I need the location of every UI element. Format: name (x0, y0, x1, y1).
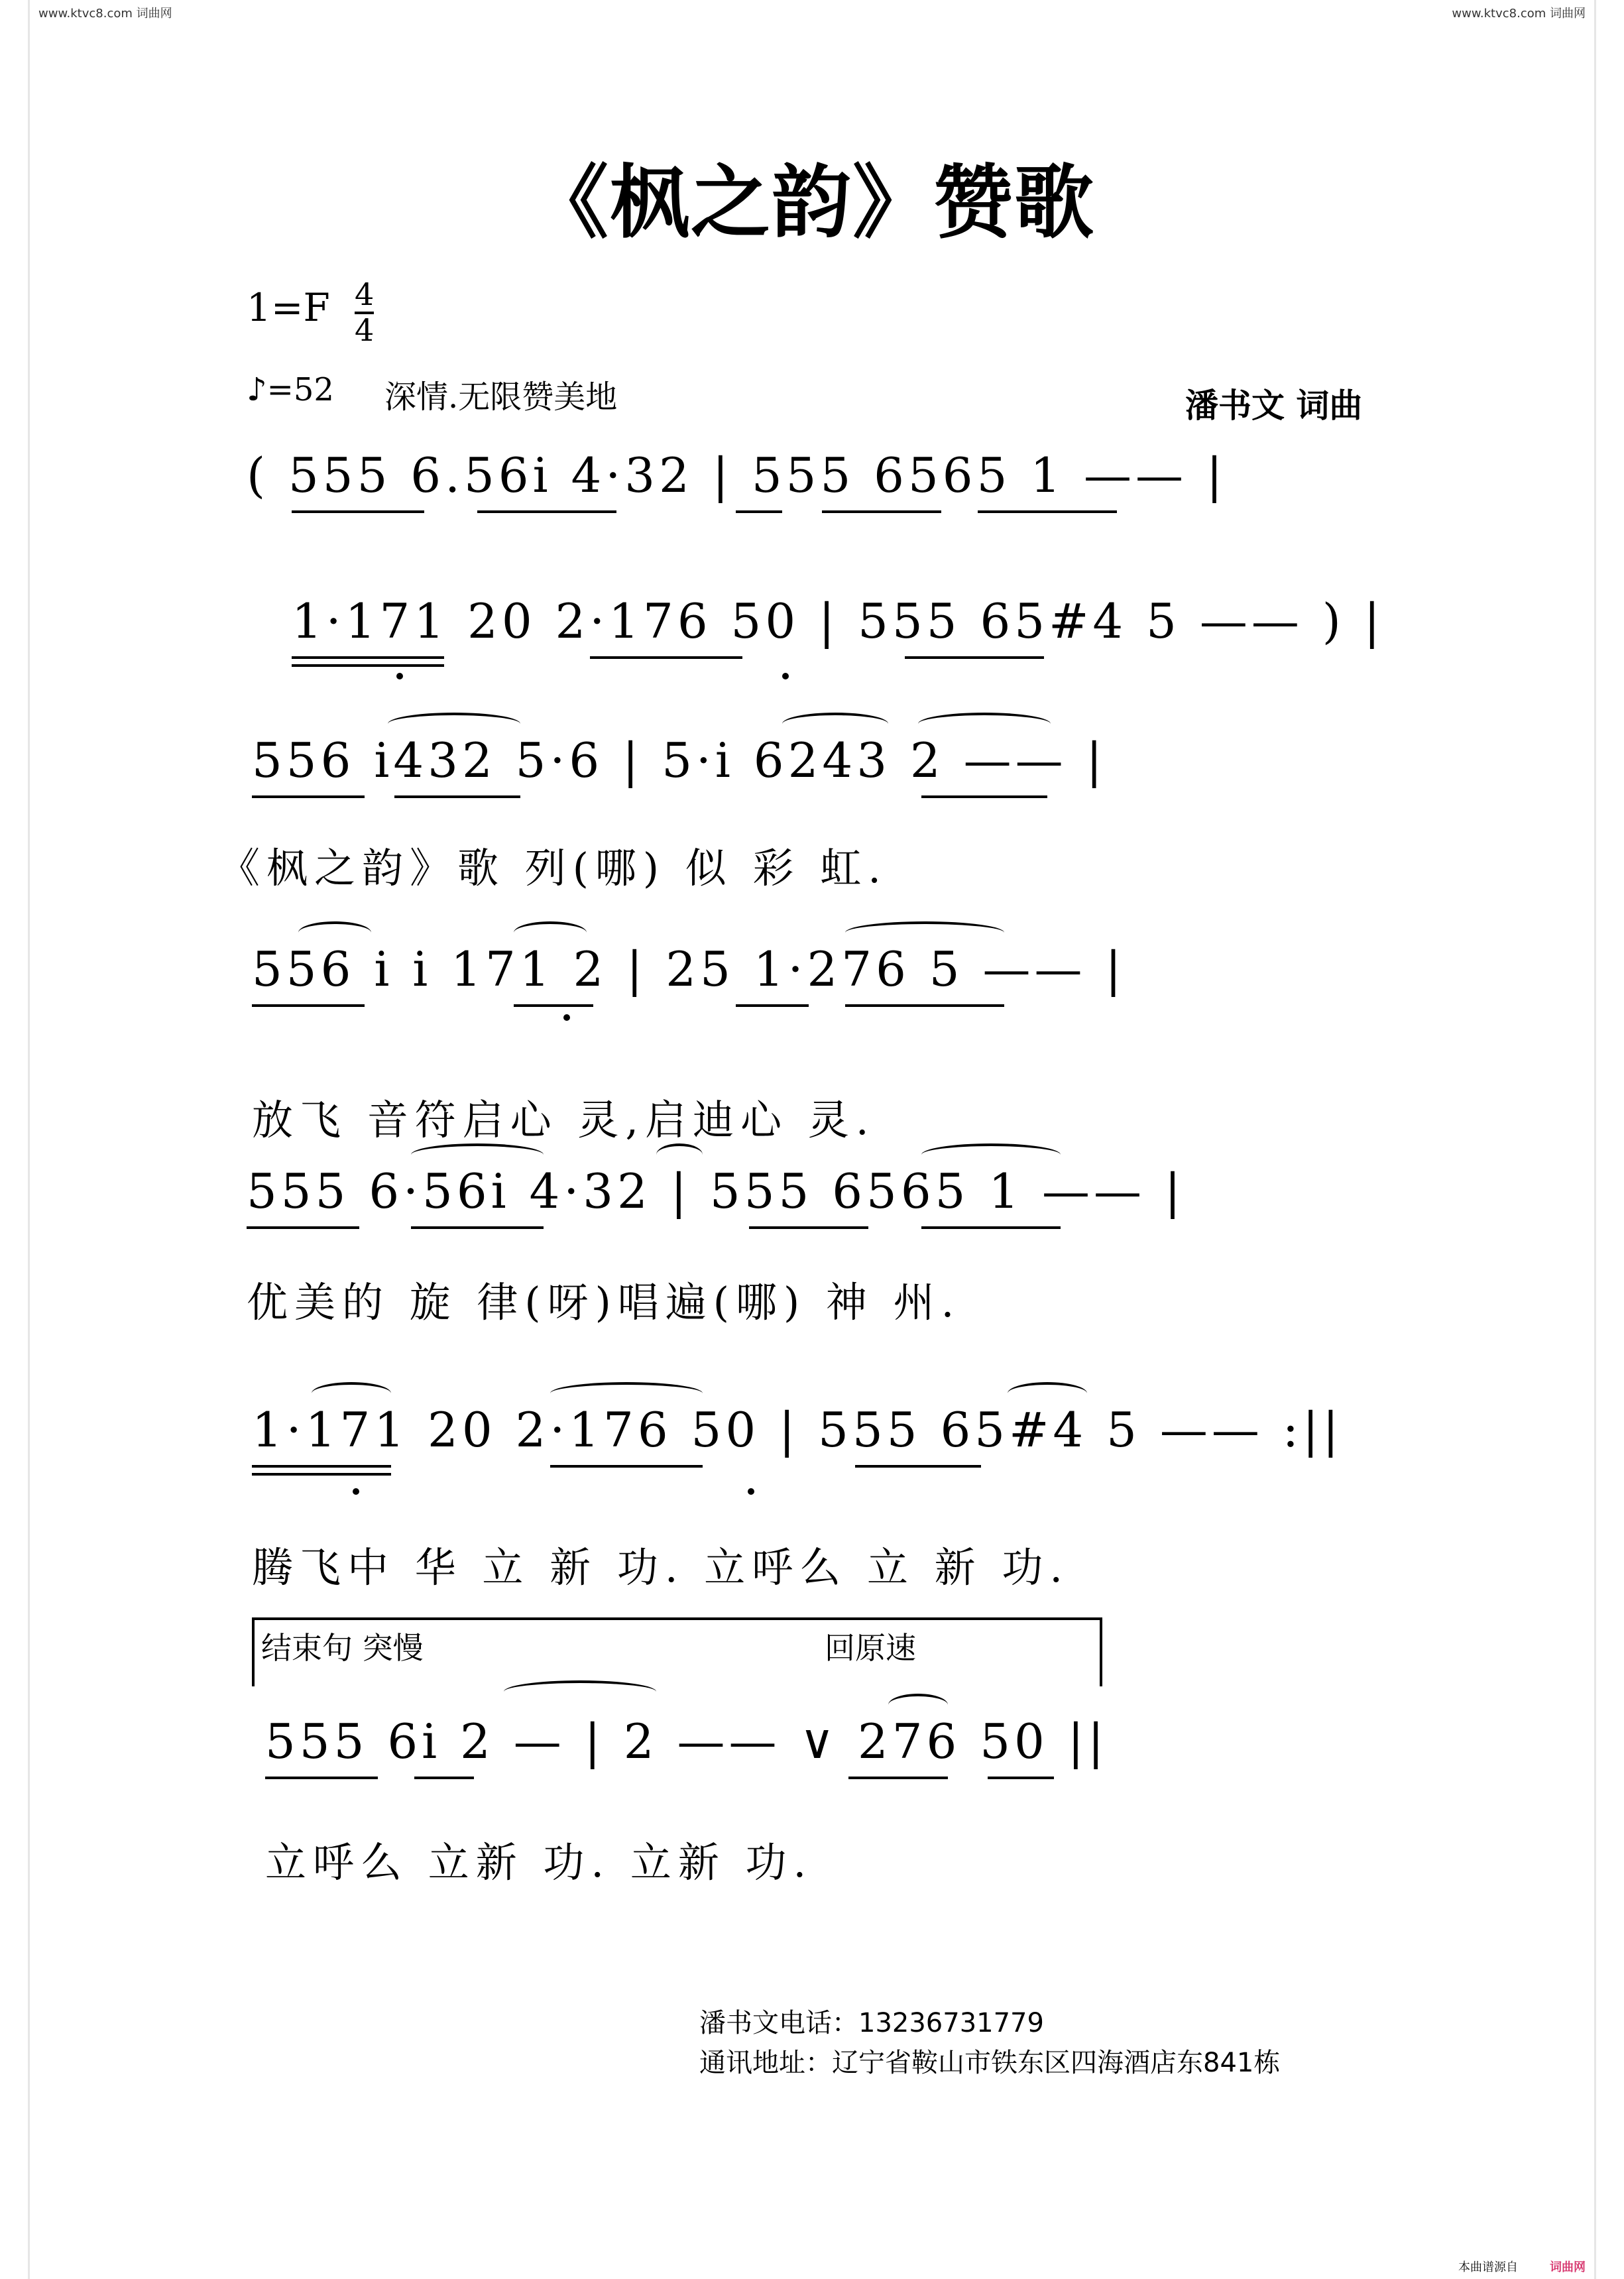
beam-line (252, 1004, 365, 1007)
slur-mark (918, 713, 1051, 735)
stave-1 (0, 441, 1624, 534)
time-signature (355, 278, 374, 346)
slur-mark (1008, 1382, 1087, 1405)
stave-lyrics: 优美的 旋 律(呀)唱遍(哪) 神 州. (247, 1278, 961, 1326)
ending-label-slow: 结束句 突慢 (261, 1630, 424, 1666)
slur-mark (411, 1143, 544, 1166)
stave-6 (0, 1395, 1624, 1592)
slur-mark (298, 921, 371, 944)
stave-lyrics: 放飞 音符启心 灵,启迪心 灵. (252, 1096, 876, 1144)
beam-line (921, 795, 1047, 798)
stave-lyrics: 立呼么 立新 功. 立新 功. (265, 1838, 813, 1887)
beam-line (855, 1465, 981, 1468)
footer-source-text: 本曲谱源自 (1458, 2260, 1518, 2274)
beam-line (736, 1004, 809, 1007)
author-credit: 潘书文 词曲 (1185, 386, 1363, 425)
stave-notes: 556 i i 171 2 | 25 1·276 5 —— | (252, 941, 1126, 997)
contact-address: 通讯地址：辽宁省鞍山市铁东区四海酒店东841栋 (699, 2048, 1281, 2078)
time-top: 4 (355, 278, 374, 314)
low-octave-dot (396, 673, 403, 679)
beam-line (252, 795, 365, 798)
stave-lyrics: 腾飞中 华 立 新 功. 立呼么 立 新 功. (252, 1543, 1070, 1592)
beam-line (247, 1226, 359, 1229)
beam-line (845, 1004, 1004, 1007)
beam-line (414, 1777, 474, 1779)
slur-mark (656, 1143, 703, 1166)
slur-mark (312, 1382, 391, 1405)
stave-notes: 555 6i 2 — | 2 —— ∨ 276 50 || (265, 1714, 1108, 1769)
beam-line (822, 510, 941, 513)
beam-line (292, 656, 444, 659)
low-octave-dot (748, 1488, 754, 1495)
stave-notes: 1·171 20 2·176 50 | 555 65#4 5 —— ) | (292, 593, 1384, 649)
beam-line (736, 510, 782, 513)
low-octave-dot (563, 1014, 570, 1021)
song-title: 《枫之韵》赞歌 (529, 157, 1095, 249)
stave-5 (0, 1157, 1624, 1326)
beam-line (394, 795, 520, 798)
beam-line (988, 1777, 1054, 1779)
stave-notes: 555 6·56i 4·32 | 555 6565 1 —— | (247, 1163, 1185, 1219)
beam-line (292, 510, 424, 513)
slur-mark (782, 713, 888, 735)
key-signature: 1=F (247, 285, 330, 330)
header-site-right: www.ktvc8.com 词曲网 (1452, 7, 1586, 21)
tempo-mark: ♪=52 (247, 371, 334, 408)
stave-3 (0, 726, 1624, 892)
stave-2 (0, 587, 1624, 679)
beam-line (921, 1226, 1061, 1229)
slur-mark (504, 1680, 656, 1703)
slur-mark (514, 921, 587, 944)
stave-notes: 556 i432 5·6 | 5·i 6243 2 —— | (252, 732, 1106, 788)
low-octave-dot (353, 1488, 359, 1495)
stave-notes: 1·171 20 2·176 50 | 555 65#4 5 —— :|| (252, 1402, 1343, 1458)
ending-label-tempo: 回原速 (825, 1630, 916, 1666)
beam-line (477, 510, 616, 513)
slur-mark (888, 1694, 948, 1716)
left-margin-strip (0, 0, 30, 2279)
right-margin-strip (1594, 0, 1624, 2279)
header-site-left: www.ktvc8.com 词曲网 (38, 7, 172, 21)
beam-line (265, 1777, 378, 1779)
time-bottom: 4 (355, 312, 375, 348)
beam-line (590, 656, 742, 659)
slur-mark (921, 1143, 1061, 1166)
beam-line (749, 1226, 868, 1229)
stave-7 (0, 1707, 1624, 1887)
expression-mark: 深情.无限赞美地 (384, 379, 618, 416)
contact-phone: 潘书文电话：13236731779 (699, 2008, 1044, 2038)
slur-mark (845, 921, 1004, 944)
low-octave-dot (782, 673, 789, 679)
slur-mark (388, 713, 520, 735)
slur-mark (550, 1382, 703, 1405)
beam-line (411, 1226, 544, 1229)
beam-line (550, 1465, 703, 1468)
ending-bracket (252, 1617, 1102, 1686)
stave-4 (0, 935, 1624, 1144)
beam-line (514, 1004, 593, 1007)
beam-line (978, 510, 1117, 513)
beam-line (292, 664, 444, 667)
beam-line (905, 656, 1044, 659)
beam-line (252, 1465, 391, 1468)
beam-line (848, 1777, 948, 1779)
stave-lyrics: 《枫之韵》歌 列(哪) 似 彩 虹. (219, 844, 888, 892)
stave-notes: ( 555 6.56i 4·32 | 555 6565 1 —— | (247, 447, 1227, 503)
footer-site-logo: 词曲网 (1550, 2260, 1586, 2274)
beam-line (252, 1473, 391, 1476)
